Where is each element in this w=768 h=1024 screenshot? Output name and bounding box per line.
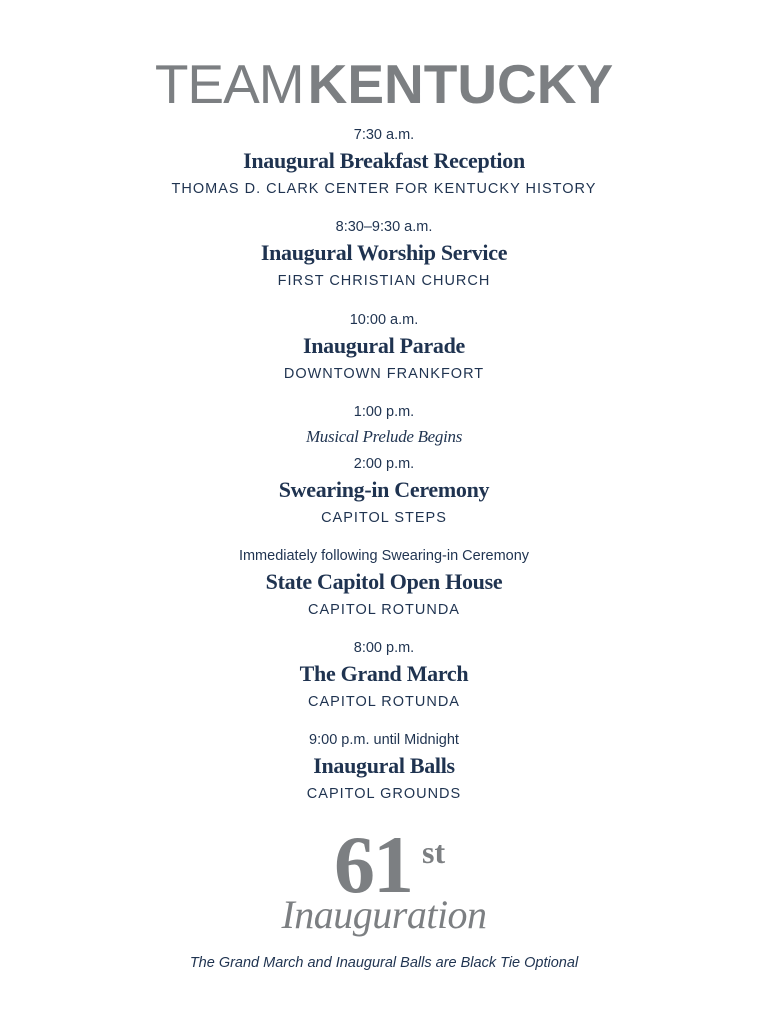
event-venue: CAPITOL ROTUNDA	[308, 602, 460, 618]
logo-word-team: TEAM	[154, 53, 304, 115]
event-title: The Grand March	[299, 661, 469, 686]
event-title: Inaugural Breakfast Reception	[243, 148, 525, 173]
event-title: Inaugural Worship Service	[260, 240, 508, 265]
event-time: 8:30–9:30 a.m.	[335, 219, 433, 235]
seal-number: 61	[334, 819, 412, 910]
event-time: 7:30 a.m.	[353, 127, 415, 143]
event-venue: THOMAS D. CLARK CENTER FOR KENTUCKY HISTORY	[171, 181, 597, 197]
logo-word-kentucky: KENTUCKY	[307, 53, 614, 115]
event-time: 10:00 a.m.	[349, 312, 419, 328]
event-title: Inaugural Parade	[302, 333, 466, 358]
event-time: 1:00 p.m.	[353, 404, 415, 420]
team-kentucky-logo	[0, 52, 768, 116]
event-time: Immediately following Swearing-in Ceremony	[238, 548, 530, 564]
event-title: Swearing-in Ceremony	[278, 477, 490, 502]
event-venue: DOWNTOWN FRANKFORT	[283, 366, 485, 382]
event-venue: CAPITOL ROTUNDA	[308, 694, 460, 710]
event-title: Musical Prelude Begins	[305, 427, 463, 446]
event-title: Inaugural Balls	[313, 753, 455, 778]
seal-word: Inauguration	[281, 892, 487, 937]
event-time: 9:00 p.m. until Midnight	[309, 732, 459, 748]
seal-ordinal-suffix: st	[422, 834, 446, 870]
dress-code-note: The Grand March and Inaugural Balls are Black Tie Optional	[189, 955, 579, 971]
event-venue: FIRST CHRISTIAN CHURCH	[277, 273, 491, 289]
inauguration-seal	[0, 820, 768, 945]
event-venue: CAPITOL STEPS	[321, 510, 447, 526]
event-venue: CAPITOL GROUNDS	[306, 786, 462, 802]
event-time: 2:00 p.m.	[353, 456, 415, 472]
event-title: State Capitol Open House	[265, 569, 503, 594]
event-time: 8:00 p.m.	[353, 640, 415, 656]
